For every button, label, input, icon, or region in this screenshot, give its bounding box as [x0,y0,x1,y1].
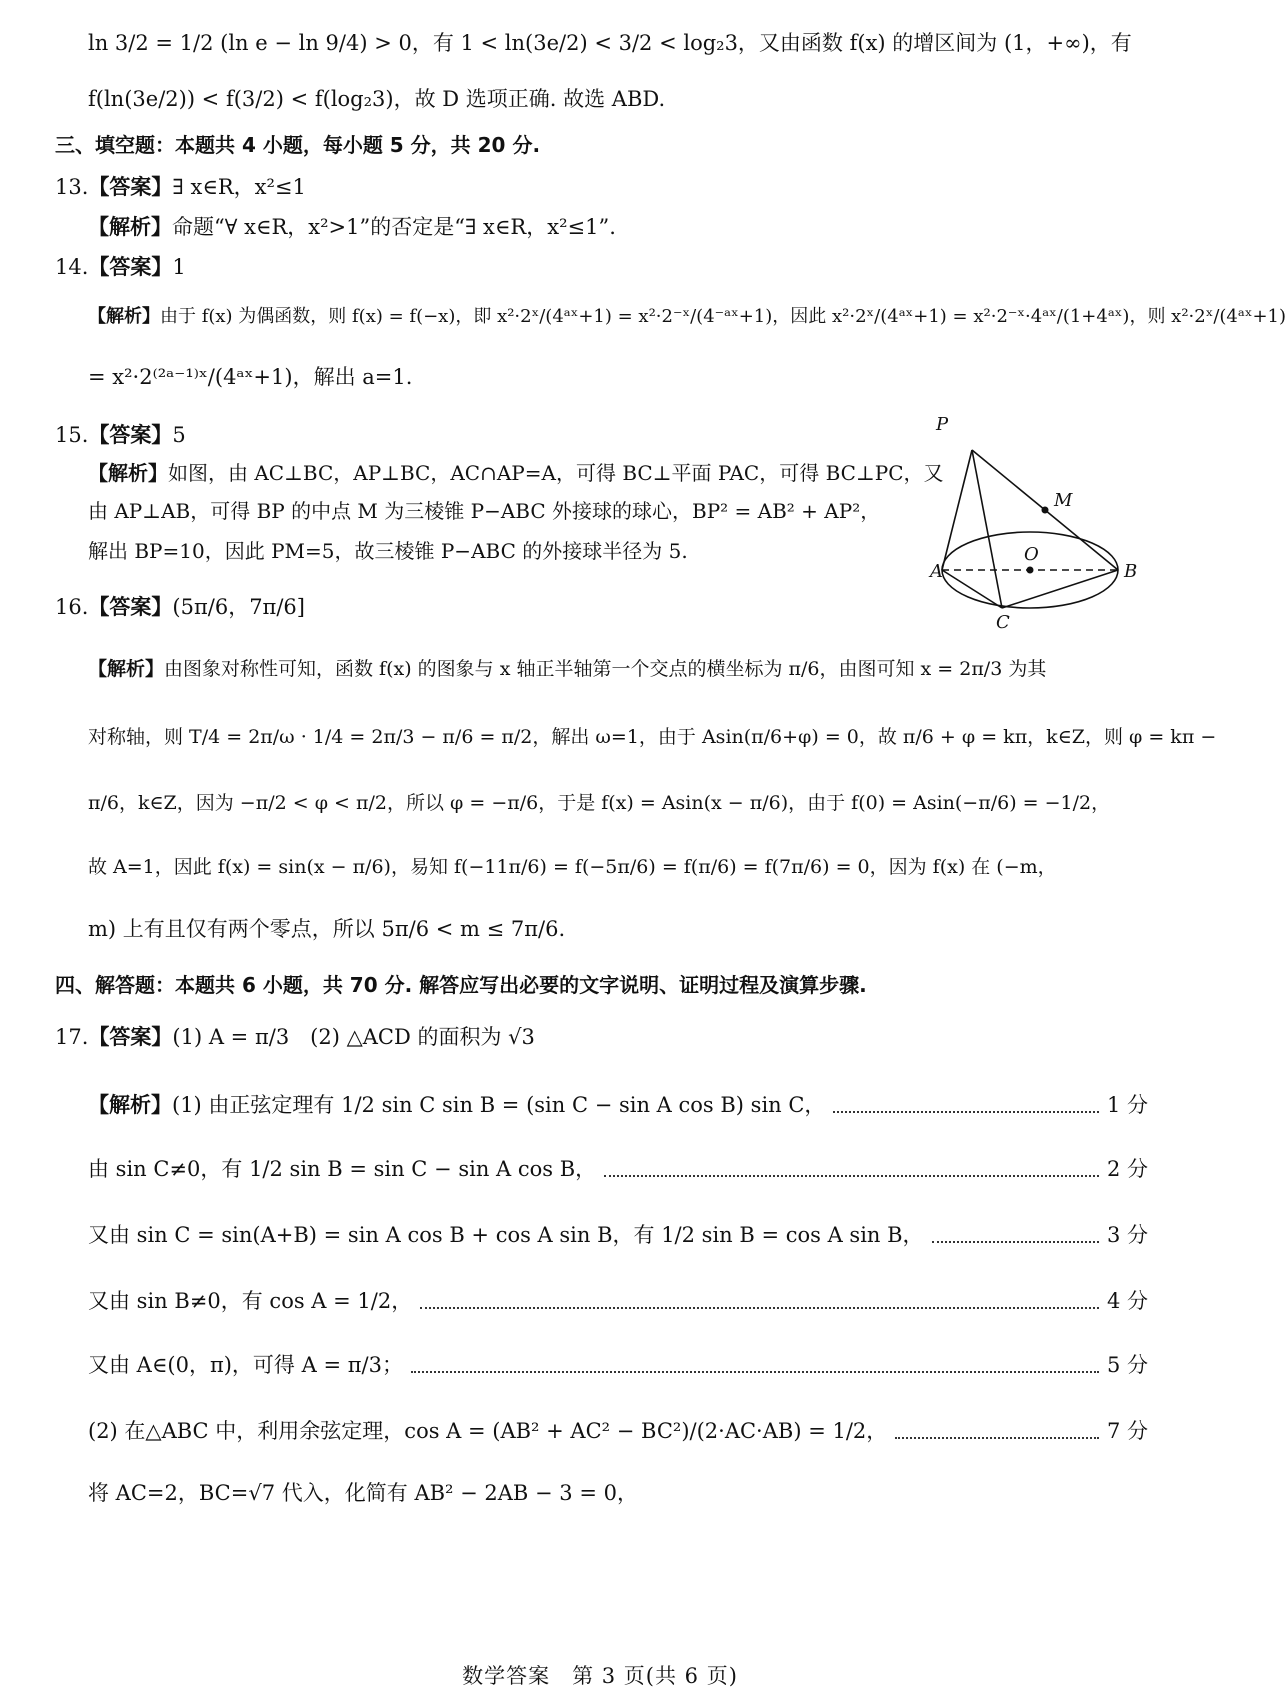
question-16-answer [55,592,1115,622]
step-text: (2) 在△ABC 中，利用余弦定理，cos A = (AB² + AC² − BC²)/(2·AC·AB) = 1/2， [88,1419,888,1443]
edge-PA [942,450,972,570]
step-text: 又由 sin B≠0，有 cos A = 1/2， [88,1289,413,1313]
step-score: 3 分 [1106,1223,1148,1247]
solution-step [88,1350,1148,1380]
solution-step [88,1416,1148,1446]
edge-PC [972,450,1002,608]
question-number: 16. [55,595,89,619]
explanation-tag: 【解析】 [88,215,172,239]
label-B: B [1124,561,1138,582]
explanation-text: 由于 f(x) 为偶函数，则 f(x) = f(−x)，即 x²·2ˣ/(4ᵃˣ+1) = x²·2⁻ˣ/(4⁻ᵃˣ+1)，因此 x²·2ˣ/(4ᵃˣ+1) = x²·2⁻ˣ·4ᵃˣ/(1+4ᵃˣ)，则 x²·2ˣ/(4ᵃˣ+1) [160,306,1286,327]
leader-dots [932,1227,1099,1243]
step-score: 7 分 [1106,1419,1148,1443]
solution-step: 将 AC=2，BC=√7 代入，化简有 AB² − 2AB − 3 = 0， [88,1481,638,1505]
step-score: 1 分 [1106,1093,1148,1117]
solution-step [88,1286,1148,1316]
text-line: m) 上有且仅有两个零点，所以 5π/6 < m ≤ 7π/6. [88,917,566,941]
leader-dots [420,1293,1099,1309]
answer-text: 1 [172,255,186,279]
step-score: 4 分 [1106,1289,1148,1313]
solution-step [88,1154,1148,1184]
solution-step [88,1090,1148,1120]
answer-text: (1) A = π/3 (2) △ACD 的面积为 √3 [172,1025,535,1049]
question-13-explanation [88,212,1148,242]
text-line: 由 AP⊥AB，可得 BP 的中点 M 为三棱锥 P−ABC 外接球的球心，BP² = AB² + AP²， [88,499,881,523]
question-16-explanation [88,654,1148,684]
explanation-tag: 【解析】 [88,461,168,485]
point-M [1042,507,1049,514]
leader-dots [833,1097,1099,1113]
section-heading: 三、填空题：本题共 4 小题，每小题 5 分，共 20 分. [55,133,541,157]
page-footer: 数学答案 第 3 页(共 6 页) [462,1664,738,1688]
explanation-tag: 【解析】 [88,1093,172,1117]
step-text: 又由 A∈(0，π)，可得 A = π/3； [88,1353,403,1377]
explanation-tag: 【解析】 [88,658,165,680]
explanation-text: 如图，由 AC⊥BC，AP⊥BC，AC∩AP=A，可得 BC⊥平面 PAC，可得 BC⊥PC，又 [168,461,944,485]
label-O: O [1024,544,1039,565]
leader-dots [604,1161,1099,1177]
question-13-answer [55,172,1115,202]
section-heading: 四、解答题：本题共 6 小题，共 70 分. 解答应写出必要的文字说明、证明过程及演算步骤. [55,973,867,997]
question-number: 15. [55,423,89,447]
explanation-text: 由图象对称性可知，函数 f(x) 的图象与 x 轴正半轴第一个交点的横坐标为 π/6，由图可知 x = 2π/3 为其 [164,658,1047,680]
question-17-answer [55,1022,1115,1052]
answer-tag: 【答案】 [88,423,173,447]
question-14-explanation [88,302,1286,332]
answer-tag: 【答案】 [88,1025,173,1049]
step-score: 5 分 [1106,1353,1148,1377]
answer-tag: 【答案】 [88,175,173,199]
question-15-explanation [88,458,948,488]
pyramid-figure [930,414,1160,680]
answer-text: (5π/6，7π/6] [172,595,305,619]
question-number: 14. [55,255,89,279]
label-P: P [936,414,949,435]
answer-text: ∃ x∈R，x²≤1 [172,175,306,199]
answer-tag: 【答案】 [88,255,173,279]
text-line: = x²·2⁽²ᵃ⁻¹⁾ˣ/(4ᵃˣ+1)，解出 a=1. [88,365,413,389]
label-A: A [930,561,943,582]
question-15-answer [55,420,1115,450]
answer-tag: 【答案】 [88,595,173,619]
question-14-answer [55,252,1115,282]
step-text: 由 sin C≠0，有 1/2 sin B = sin C − sin A cos B， [88,1157,597,1181]
text-line: f(ln(3e/2)) < f(3/2) < f(log₂3)，故 D 选项正确. 故选 ABD. [88,87,666,111]
step-text: (1) 由正弦定理有 1/2 sin C sin B = (sin C − sin A cos B) sin C， [172,1093,826,1117]
text-line: 故 A=1，因此 f(x) = sin(x − π/6)，易知 f(−11π/6) = f(−5π/6) = f(π/6) = f(7π/6) = 0，因为 f(x) 在 (−m， [88,856,1057,878]
step-score: 2 分 [1106,1157,1148,1181]
question-number: 17. [55,1025,89,1049]
leader-dots [411,1357,1099,1373]
text-line: 对称轴，则 T/4 = 2π/ω · 1/4 = 2π/3 − π/6 = π/2，解出 ω=1，由于 Asin(π/6+φ) = 0，故 π/6 + φ = kπ，k∈Z，则 φ = kπ − [88,726,1217,748]
leader-dots [895,1423,1099,1439]
question-number: 13. [55,175,89,199]
text-line: 解出 BP=10，因此 PM=5，故三棱锥 P−ABC 的外接球半径为 5. [88,539,688,563]
explanation-tag: 【解析】 [88,306,160,327]
label-C: C [996,612,1010,633]
text-line: ln 3/2 = 1/2 (ln e − ln 9/4) > 0，有 1 < ln(3e/2) < 3/2 < log₂3，又由函数 f(x) 的增区间为 (1，+∞)，有 [88,31,1132,55]
step-text: 又由 sin C = sin(A+B) = sin A cos B + cos A sin B，有 1/2 sin B = cos A sin B， [88,1223,924,1247]
text-line: π/6，k∈Z，因为 −π/2 < φ < π/2，所以 φ = −π/6，于是 f(x) = Asin(x − π/6)，由于 f(0) = Asin(−π/6) = −1/2， [88,792,1111,814]
answer-text: 5 [172,423,186,447]
pyramid-diagram [930,414,1160,680]
label-M: M [1054,490,1073,511]
solution-step [88,1220,1148,1250]
point-O [1027,567,1034,574]
explanation-text: 命题“∀ x∈R，x²>1”的否定是“∃ x∈R，x²≤1”. [172,215,616,239]
